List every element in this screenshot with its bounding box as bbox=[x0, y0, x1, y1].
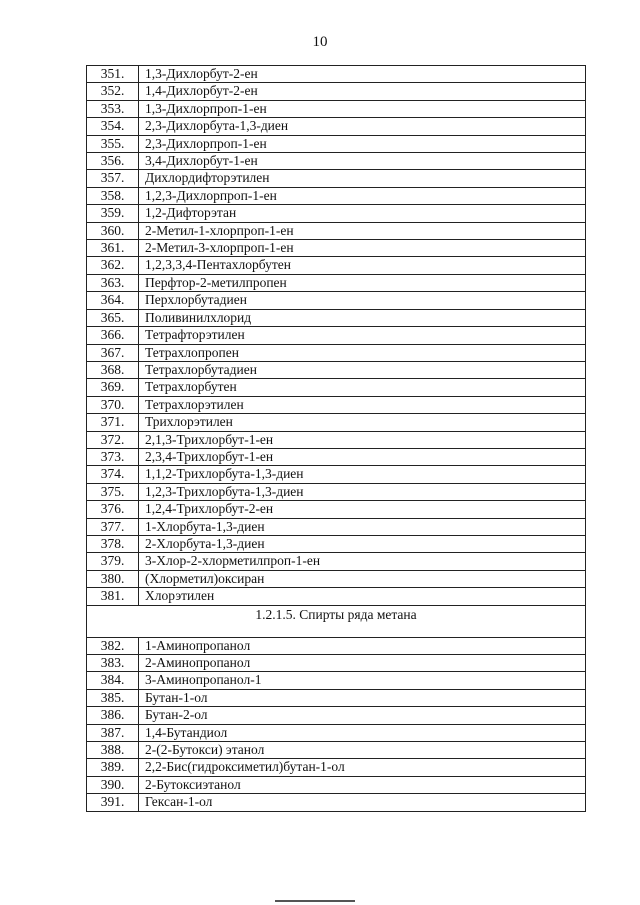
substance-name: 1-Хлорбута-1,3-диен bbox=[139, 518, 586, 535]
substance-name: Дихлордифторэтилен bbox=[139, 170, 586, 187]
row-number: 369. bbox=[87, 379, 139, 396]
substance-name: 1,2,3-Дихлорпроп-1-ен bbox=[139, 187, 586, 204]
row-number: 385. bbox=[87, 689, 139, 706]
substance-name: Тетрахлопропен bbox=[139, 344, 586, 361]
row-number: 377. bbox=[87, 518, 139, 535]
table-row bbox=[87, 170, 586, 187]
substance-name: Трихлорэтилен bbox=[139, 414, 586, 431]
table-row bbox=[87, 187, 586, 204]
substance-name: Поливинилхлорид bbox=[139, 309, 586, 326]
row-number: 363. bbox=[87, 274, 139, 291]
table-row bbox=[87, 448, 586, 465]
substance-name: 2-Бутоксиэтанол bbox=[139, 776, 586, 793]
table-row bbox=[87, 672, 586, 689]
row-number: 370. bbox=[87, 396, 139, 413]
table-row bbox=[87, 396, 586, 413]
table-body-lower bbox=[87, 637, 586, 811]
table-row bbox=[87, 327, 586, 344]
substance-name: Тетрафторэтилен bbox=[139, 327, 586, 344]
substance-name: Гексан-1-ол bbox=[139, 794, 586, 811]
substance-name: Перхлорбутадиен bbox=[139, 292, 586, 309]
table-row bbox=[87, 292, 586, 309]
table-row bbox=[87, 724, 586, 741]
row-number: 384. bbox=[87, 672, 139, 689]
substance-name: 2,1,3-Трихлорбут-1-ен bbox=[139, 431, 586, 448]
substance-name: Тетрахлорбутадиен bbox=[139, 361, 586, 378]
substance-name: 1,3-Дихлорпроп-1-ен bbox=[139, 100, 586, 117]
substance-name: 1,4-Дихлорбут-2-ен bbox=[139, 83, 586, 100]
substance-name: 2,3,4-Трихлорбут-1-ен bbox=[139, 448, 586, 465]
row-number: 356. bbox=[87, 153, 139, 170]
row-number: 364. bbox=[87, 292, 139, 309]
table-row bbox=[87, 689, 586, 706]
table-row bbox=[87, 518, 586, 535]
table-row bbox=[87, 153, 586, 170]
footer-rule bbox=[275, 900, 355, 902]
substance-name: Хлорэтилен bbox=[139, 588, 586, 605]
table-row bbox=[87, 588, 586, 605]
substance-name: 3,4-Дихлорбут-1-ен bbox=[139, 153, 586, 170]
row-number: 358. bbox=[87, 187, 139, 204]
table-row bbox=[87, 431, 586, 448]
row-number: 365. bbox=[87, 309, 139, 326]
table-row bbox=[87, 501, 586, 518]
row-number: 351. bbox=[87, 66, 139, 83]
row-number: 390. bbox=[87, 776, 139, 793]
table-row bbox=[87, 570, 586, 587]
table-row bbox=[87, 100, 586, 117]
table-row bbox=[87, 655, 586, 672]
row-number: 360. bbox=[87, 222, 139, 239]
table-row bbox=[87, 794, 586, 811]
table-row bbox=[87, 535, 586, 552]
row-number: 388. bbox=[87, 742, 139, 759]
substance-name: (Хлорметил)оксиран bbox=[139, 570, 586, 587]
substance-name: 1,2,3,3,4-Пентахлорбутен bbox=[139, 257, 586, 274]
table-row bbox=[87, 361, 586, 378]
row-number: 357. bbox=[87, 170, 139, 187]
substance-name: 2-(2-Бутокси) этанол bbox=[139, 742, 586, 759]
row-number: 380. bbox=[87, 570, 139, 587]
row-number: 379. bbox=[87, 553, 139, 570]
table-row bbox=[87, 759, 586, 776]
table-body-section bbox=[87, 605, 586, 637]
table-row bbox=[87, 205, 586, 222]
row-number: 386. bbox=[87, 707, 139, 724]
substance-name: 2,2-Бис(гидроксиметил)бутан-1-ол bbox=[139, 759, 586, 776]
row-number: 381. bbox=[87, 588, 139, 605]
substance-name: 1,2,4-Трихлорбут-2-ен bbox=[139, 501, 586, 518]
table-row bbox=[87, 309, 586, 326]
row-number: 382. bbox=[87, 637, 139, 654]
table-row bbox=[87, 637, 586, 654]
table-row bbox=[87, 66, 586, 83]
row-number: 376. bbox=[87, 501, 139, 518]
section-heading-row bbox=[87, 605, 586, 637]
row-number: 391. bbox=[87, 794, 139, 811]
substance-name: Тетрахлорбутен bbox=[139, 379, 586, 396]
substance-name: 2-Метил-1-хлорпроп-1-ен bbox=[139, 222, 586, 239]
table-row bbox=[87, 240, 586, 257]
row-number: 389. bbox=[87, 759, 139, 776]
table-body-upper bbox=[87, 66, 586, 606]
page-number: 10 bbox=[312, 34, 328, 50]
substance-name: 3-Хлор-2-хлорметилпроп-1-ен bbox=[139, 553, 586, 570]
row-number: 366. bbox=[87, 327, 139, 344]
row-number: 352. bbox=[87, 83, 139, 100]
row-number: 378. bbox=[87, 535, 139, 552]
substance-name: Бутан-2-ол bbox=[139, 707, 586, 724]
substance-name: 2-Метил-3-хлорпроп-1-ен bbox=[139, 240, 586, 257]
table-row bbox=[87, 344, 586, 361]
row-number: 367. bbox=[87, 344, 139, 361]
row-number: 375. bbox=[87, 483, 139, 500]
row-number: 372. bbox=[87, 431, 139, 448]
row-number: 355. bbox=[87, 135, 139, 152]
row-number: 387. bbox=[87, 724, 139, 741]
table-row bbox=[87, 707, 586, 724]
substance-name: 3-Аминопропанол-1 bbox=[139, 672, 586, 689]
table-row bbox=[87, 222, 586, 239]
table-row bbox=[87, 414, 586, 431]
section-heading: 1.2.1.5. Спирты ряда метана bbox=[87, 605, 586, 637]
substance-name: Тетрахлорэтилен bbox=[139, 396, 586, 413]
row-number: 368. bbox=[87, 361, 139, 378]
table-row bbox=[87, 118, 586, 135]
substance-name: 2,3-Дихлорпроп-1-ен bbox=[139, 135, 586, 152]
substance-name: 1,4-Бутандиол bbox=[139, 724, 586, 741]
substance-name: 2,3-Дихлорбута-1,3-диен bbox=[139, 118, 586, 135]
row-number: 362. bbox=[87, 257, 139, 274]
substance-name: 1,3-Дихлорбут-2-ен bbox=[139, 66, 586, 83]
substance-name: Перфтор-2-метилпропен bbox=[139, 274, 586, 291]
substance-name: 1,2-Дифторэтан bbox=[139, 205, 586, 222]
substance-table bbox=[86, 65, 586, 812]
substance-name: 1,1,2-Трихлорбута-1,3-диен bbox=[139, 466, 586, 483]
row-number: 374. bbox=[87, 466, 139, 483]
substance-name: 2-Хлорбута-1,3-диен bbox=[139, 535, 586, 552]
row-number: 354. bbox=[87, 118, 139, 135]
substance-name: 1,2,3-Трихлорбута-1,3-диен bbox=[139, 483, 586, 500]
row-number: 359. bbox=[87, 205, 139, 222]
table-row bbox=[87, 483, 586, 500]
row-number: 361. bbox=[87, 240, 139, 257]
table-row bbox=[87, 274, 586, 291]
table-row bbox=[87, 776, 586, 793]
substance-name: Бутан-1-ол bbox=[139, 689, 586, 706]
table-row bbox=[87, 135, 586, 152]
row-number: 373. bbox=[87, 448, 139, 465]
table-row bbox=[87, 257, 586, 274]
table-row bbox=[87, 466, 586, 483]
table-row bbox=[87, 379, 586, 396]
row-number: 383. bbox=[87, 655, 139, 672]
row-number: 353. bbox=[87, 100, 139, 117]
table-row bbox=[87, 83, 586, 100]
table-row bbox=[87, 742, 586, 759]
substance-name: 2-Аминопропанол bbox=[139, 655, 586, 672]
row-number: 371. bbox=[87, 414, 139, 431]
substance-name: 1-Аминопропанол bbox=[139, 637, 586, 654]
table-row bbox=[87, 553, 586, 570]
